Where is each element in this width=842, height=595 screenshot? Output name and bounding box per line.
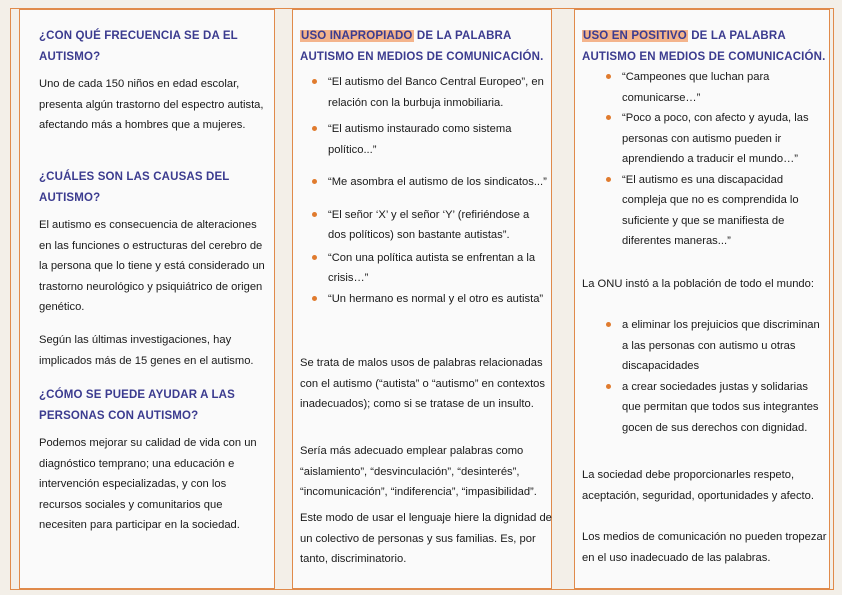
- paragraph-dignity: Este modo de usar el lenguaje hiere la dignidad de un colectivo de personas y sus familias. Es, por tanto, discriminatorio.: [300, 512, 552, 565]
- list-item: “Poco a poco, con afecto y ayuda, las personas con autismo pueden ir aprendiendo a traducir el mundo…”: [622, 108, 826, 170]
- list-item: a crear sociedades justas y solidarias que permitan que todos sus integrantes gocen de sus derechos con dignidad.: [622, 377, 826, 439]
- list-item: “El autismo instaurado como sistema político...”: [328, 119, 550, 160]
- list-item: “Un hermano es normal y el otro es autista”: [328, 289, 550, 310]
- heading-inappropriate-use: [300, 26, 550, 68]
- paragraph-causes: El autismo es consecuencia de alteraciones en las funciones o estructuras del cerebro de la persona que lo tiene y está considerado un trastorno neurológico y psiquiátrico de origen genético.: [39, 219, 265, 313]
- column-positive-use: [574, 9, 830, 589]
- paragraph-genes: Según las últimas investigaciones, hay implicados más de 15 genes en el autismo.: [39, 334, 254, 367]
- paragraph-media: Los medios de comunicación no pueden tropezar en el uso inadecuado de las palabras.: [582, 531, 827, 564]
- list-item: “Campeones que luchan para comunicarse…”: [622, 67, 826, 108]
- list-item: “El autismo es una discapacidad compleja que no es comprendida lo suficiente y que se manifiesta de diferentes maneras...”: [622, 170, 826, 252]
- list-item: “El señor ‘X’ y el señor ‘Y’ (refiriéndose a dos políticos) son bastante autistas”.: [328, 205, 550, 246]
- heading-highlight: USO INAPROPIADO: [301, 30, 413, 42]
- list-item: “El autismo del Banco Central Europeo”, en relación con la burbuja inmobiliaria.: [328, 72, 550, 113]
- column-frequency-causes-help: [19, 9, 275, 589]
- heading-highlight: USO EN POSITIVO: [583, 30, 687, 42]
- inappropriate-examples-list: [328, 72, 550, 309]
- paragraph-help: Podemos mejorar su calidad de vida con un diagnóstico temprano; una educación e intervención especializadas, y con los recursos sociales y comunitarios que necesiten para participar en la sociedad.: [39, 437, 257, 531]
- positive-examples-list: [622, 67, 826, 252]
- paragraph-alternatives: Sería más adecuado emplear palabras como “aislamiento”, “desvinculación”, “desinterés”, “incomunicación”, “indiferencia”, “impasibilidad”.: [300, 445, 537, 498]
- list-item: “Con una política autista se enfrentan a la crisis…”: [328, 248, 550, 289]
- list-item: “Me asombra el autismo de los sindicatos...”: [328, 172, 550, 193]
- heading-rest: DE LA PALABRA AUTISMO EN MEDIOS DE COMUNICACIÓN.: [582, 30, 826, 63]
- heading-positive-use: [582, 26, 832, 68]
- paragraph-onu: La ONU instó a la población de todo el mundo:: [582, 278, 814, 290]
- paragraph-frequency: Uno de cada 150 niños en edad escolar, presenta algún trastorno del espectro autista, afectando más a hombres que a mujeres.: [39, 78, 264, 131]
- column-inappropriate-use: [292, 9, 552, 589]
- list-item: a eliminar los prejuicios que discriminan a las personas con autismo u otras discapacidades: [622, 315, 826, 377]
- heading-rest: DE LA PALABRA AUTISMO EN MEDIOS DE COMUNICACIÓN.: [300, 30, 544, 63]
- paragraph-misuse: Se trata de malos usos de palabras relacionadas con el autismo (“autista” o “autismo” en contextos inadecuados); como si se tratase de un insulto.: [300, 357, 545, 410]
- heading-frequency: ¿CON QUÉ FRECUENCIA SE DA EL AUTISMO?: [39, 30, 238, 63]
- paragraph-society: La sociedad debe proporcionarles respeto, aceptación, seguridad, oportunidades y afecto.: [582, 469, 814, 502]
- heading-help: ¿CÓMO SE PUEDE AYUDAR A LAS PERSONAS CON AUTISMO?: [39, 389, 235, 422]
- onu-list: [622, 315, 826, 438]
- brochure-page: [10, 8, 834, 590]
- heading-causes: ¿CUÁLES SON LAS CAUSAS DEL AUTISMO?: [39, 171, 230, 204]
